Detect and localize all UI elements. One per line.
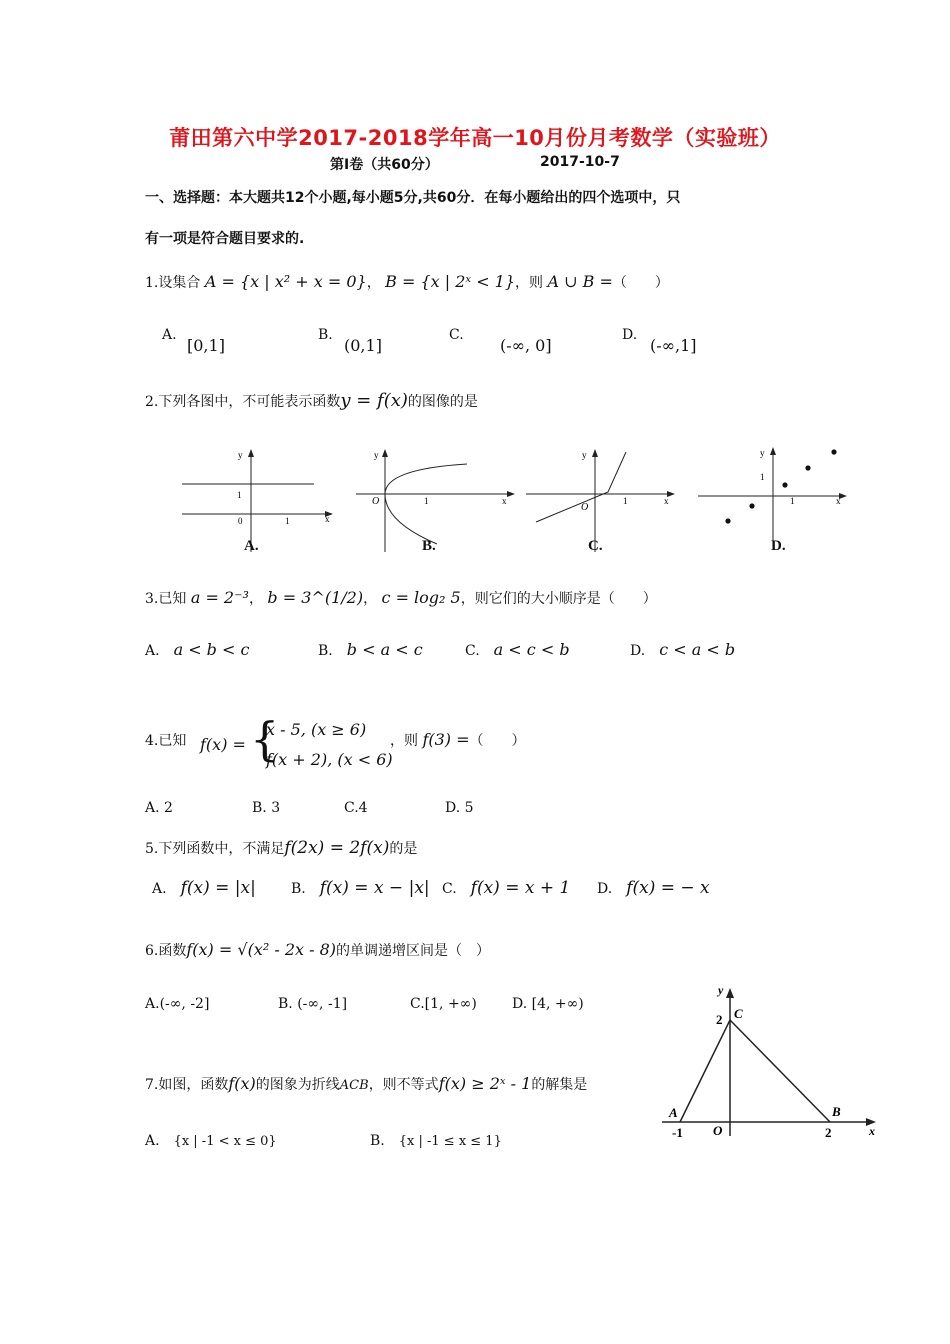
q4-option-b[interactable]: [252, 800, 280, 816]
q2-text: 2.下列各图中，不可能表示函数: [145, 394, 341, 410]
q1-option-d-value: (-∞,1]: [650, 336, 697, 355]
q2-function: y = f(x): [340, 390, 408, 411]
option-value: [1, +∞): [424, 996, 477, 1012]
q4-case1: x - 5, (x ≥ 6): [266, 720, 367, 739]
q2-graph-b-label[interactable]: B.: [422, 538, 436, 554]
tick-1: 1: [424, 496, 429, 506]
q1-set-b: B = {x | 2ˣ < 1}: [385, 272, 516, 291]
q3-option-b[interactable]: [318, 640, 423, 660]
option-value: f(x) = x + 1: [470, 878, 571, 898]
option-value: f(x) = |x|: [180, 878, 256, 898]
option-value: (-∞, -1]: [297, 996, 348, 1012]
q5-tail: 的是: [389, 841, 418, 857]
q7-mid: 的图象为折线: [255, 1077, 340, 1093]
q5-condition: f(2x) = 2f(x): [284, 838, 390, 858]
q3-option-a[interactable]: [145, 640, 249, 660]
y-axis-label: y: [238, 450, 243, 460]
option-value: {x | -1 ≤ x ≤ 1}: [398, 1134, 502, 1149]
option-value: a < b < c: [173, 640, 250, 659]
option-letter: C.: [465, 643, 480, 659]
q7-mid2: ，则不等式: [368, 1077, 439, 1093]
q1-option-d[interactable]: [622, 327, 637, 343]
fig-point-b: B: [832, 1104, 841, 1119]
option-letter: A.: [162, 327, 177, 343]
tick-1: 1: [760, 472, 765, 482]
q4-then: ，则: [390, 733, 418, 749]
tick-1: 1: [790, 496, 795, 506]
q3-b: b = 3^(1/2): [267, 588, 364, 607]
q4-number: 4.已知: [145, 733, 187, 749]
q2-graph-d-label[interactable]: D.: [771, 538, 786, 554]
q6-stem: [145, 940, 490, 960]
y-axis-label: y: [582, 450, 587, 460]
q1-option-a[interactable]: [162, 327, 177, 343]
q1-set-a: A = {x | x² + x = 0}: [204, 272, 367, 291]
q1-stem: [145, 272, 669, 292]
q5-option-b[interactable]: [291, 878, 430, 898]
tick-1: 1: [623, 496, 628, 506]
option-value: (-∞, -2]: [159, 996, 210, 1012]
q7-function: f(x): [228, 1074, 256, 1093]
q3-text: 3.已知: [145, 591, 187, 607]
q2-graph-c: [522, 444, 687, 559]
option-value: f(x) = − x: [626, 878, 710, 898]
q7-option-a[interactable]: [145, 1130, 277, 1150]
tick-0: 0: [238, 516, 243, 526]
option-value: b < a < c: [346, 640, 423, 659]
x-axis-label: x: [502, 496, 507, 506]
q4-expression: f(3) =: [422, 730, 470, 749]
option-letter: C.: [410, 996, 425, 1012]
fig-y-label: y: [718, 983, 724, 997]
option-letter: D.: [445, 800, 461, 816]
q7-tail: 的解集是: [531, 1077, 588, 1093]
q5-text: 5.下列函数中，不满足: [145, 841, 285, 857]
q1-paren: （ ）: [612, 275, 669, 291]
exam-date: 2017-10-7: [540, 154, 620, 170]
option-letter: A.: [152, 881, 167, 897]
y-axis-label: y: [374, 450, 379, 460]
section-instruction-line1: 一、选择题：本大题共12个小题,每小题5分,共60分．在每小题给出的四个选项中，只: [145, 190, 681, 206]
option-letter: B.: [318, 327, 333, 343]
q7-option-b[interactable]: [370, 1130, 502, 1150]
x-axis-label: x: [325, 514, 330, 524]
option-letter: B.: [278, 996, 293, 1012]
fig-x-label: x: [869, 1124, 875, 1138]
q6-option-c[interactable]: [410, 996, 477, 1012]
option-letter: A.: [145, 643, 160, 659]
q7-text: 7.如图，函数: [145, 1077, 229, 1093]
option-letter: A.: [145, 996, 160, 1012]
option-value: {x | -1 < x ≤ 0}: [173, 1134, 277, 1149]
q3-option-d[interactable]: [630, 640, 735, 660]
q6-option-b[interactable]: [278, 996, 347, 1012]
option-letter: A.: [145, 800, 160, 816]
option-letter: A.: [145, 1133, 160, 1149]
q1-then: ，则: [515, 275, 544, 291]
option-letter: D.: [597, 881, 613, 897]
q5-option-d[interactable]: [597, 878, 710, 898]
exam-title: 莆田第六中学2017-2018学年高一10月份月考数学（实验班）: [169, 126, 781, 150]
q2-graph-b: [352, 444, 522, 559]
option-letter: D.: [630, 643, 646, 659]
q1-option-b-value: (0,1]: [344, 336, 382, 355]
volume-label: 第Ⅰ卷（共60分）: [330, 157, 439, 173]
q6-option-d[interactable]: [512, 996, 584, 1012]
option-letter: D.: [622, 327, 638, 343]
y-axis-label: y: [760, 448, 765, 458]
q4-paren: （ ）: [469, 733, 526, 749]
q6-text: 6.函数: [145, 943, 187, 959]
fig-tick-2x: 2: [825, 1125, 832, 1140]
q2-stem: [145, 390, 478, 411]
q7-inequality: f(x) ≥ 2ˣ - 1: [438, 1074, 532, 1093]
option-value: 2: [164, 800, 173, 816]
q6-function: f(x) = √(x² - 2x - 8): [186, 940, 337, 959]
q4-tail: [390, 730, 526, 750]
q2-graph-c-label[interactable]: C.: [588, 538, 603, 554]
q3-stem: 3.已知 a = 2⁻³， b = 3^(1/2)， c = log₂ 5，则它们的大小顺序是（ ）: [145, 588, 657, 607]
origin-label: O: [581, 502, 589, 513]
option-value: [4, +∞): [531, 996, 584, 1012]
q1-option-b[interactable]: [318, 327, 333, 343]
q6-tail: 的单调递增区间是（ ）: [336, 943, 491, 959]
q4-option-d[interactable]: [445, 800, 474, 816]
q7-stem: [145, 1074, 587, 1094]
q1-number: 1.设集合: [145, 275, 201, 291]
option-letter: D.: [512, 996, 528, 1012]
option-letter: B.: [252, 800, 267, 816]
q3-option-c[interactable]: [465, 640, 570, 660]
q2-tail: 的图像的是: [407, 394, 478, 410]
q1-expression: A ∪ B =: [547, 272, 613, 291]
q1-option-c[interactable]: [449, 327, 464, 343]
q5-option-c[interactable]: [442, 878, 570, 898]
q1-option-a-value: [0,1]: [187, 336, 225, 355]
q4-option-a[interactable]: [145, 800, 173, 816]
q3-tail: ，则它们的大小顺序是（ ）: [460, 591, 657, 607]
option-value: a < c < b: [493, 640, 570, 659]
fig-tick-neg1: -1: [672, 1125, 683, 1140]
origin-label: O: [372, 496, 380, 507]
q4-lhs: f(x) =: [200, 735, 246, 754]
q4-case2: f(x + 2), (x < 6): [266, 750, 393, 769]
fig-point-c: C: [734, 1006, 743, 1021]
q7-figure: [658, 980, 883, 1140]
fig-point-a: A: [669, 1105, 678, 1120]
fig-tick-2y: 2: [716, 1012, 723, 1027]
option-letter: B.: [370, 1133, 385, 1149]
x-axis-label: x: [664, 496, 669, 506]
q1-option-c-value: (-∞, 0]: [500, 336, 552, 355]
option-value: 5: [464, 800, 474, 816]
option-letter: B.: [318, 643, 333, 659]
q7-acb: ACB: [339, 1078, 369, 1093]
q5-option-a[interactable]: [152, 878, 256, 898]
q2-graph-a-label[interactable]: A.: [244, 538, 259, 554]
option-value: c < a < b: [659, 640, 736, 659]
q6-option-a[interactable]: [145, 996, 209, 1012]
option-letter: C.: [449, 327, 464, 343]
tick-1: 1: [285, 516, 290, 526]
x-axis-label: x: [836, 496, 841, 506]
option-letter: C.: [442, 881, 457, 897]
section-instruction-line2: 有一项是符合题目要求的.: [145, 231, 305, 247]
fig-origin: O: [713, 1123, 723, 1138]
option-value: 3: [271, 800, 281, 816]
option-value: f(x) = x − |x|: [319, 878, 430, 898]
q4-brace: {: [250, 712, 280, 766]
q3-a: a = 2⁻³: [190, 588, 249, 607]
q3-c: c = log₂ 5: [381, 588, 461, 607]
q5-stem: [145, 838, 417, 858]
q1-sep: ，: [366, 275, 381, 291]
tick-1: 1: [237, 490, 242, 500]
option-value: 4: [358, 800, 368, 816]
option-letter: B.: [291, 881, 306, 897]
option-letter: C.: [344, 800, 359, 816]
q4-option-c[interactable]: [344, 800, 368, 816]
